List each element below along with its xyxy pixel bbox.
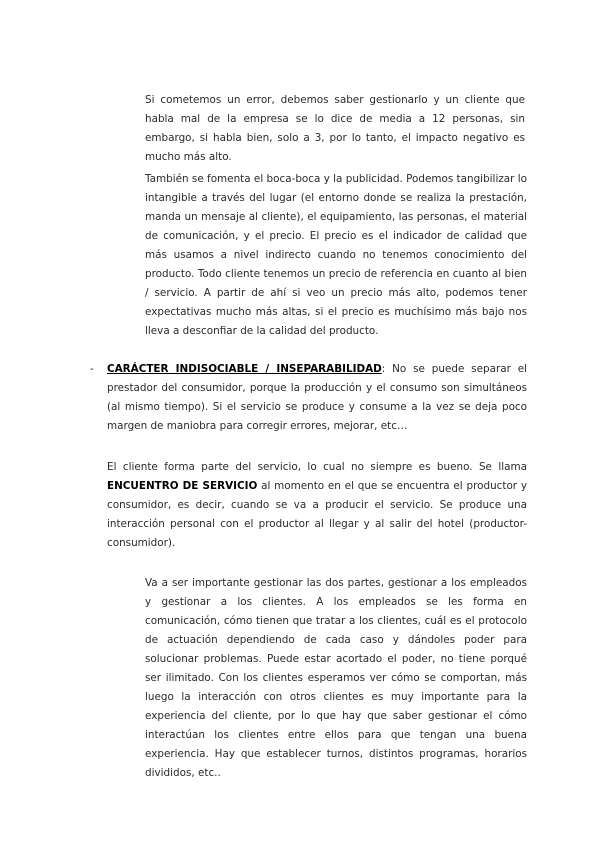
paragraph-service-encounter <box>107 458 527 553</box>
paragraph-inseparability <box>107 360 527 436</box>
inseparability-text: : No se puede separar el prestador del consumidor, porque la producción y el consumo son simultáneos (al mismo tiempo). Si el servicio se produce y consume a la vez se deja poco margen de maniobra para corregir errores, mejorar, etc… <box>107 363 527 432</box>
list-bullet: - <box>90 363 94 375</box>
service-encounter-intro: El cliente forma parte del servicio, lo cual no siempre es bueno. Se llama <box>107 461 527 473</box>
paragraph-manage-both-parts: Va a ser importante gestionar las dos partes, gestionar a los empleados y gestionar a los clientes. A los empleados se les forma en comunicación, cómo tienen que tratar a los clientes, cuál es el protocolo de actuación dependiendo de cada caso y dándoles poder para solucionar problemas. Puede estar acortado el poder, no tiene porqué ser ilimitado. Con los clientes esperamos ver cómo se comportan, más luego la interacción con otros clientes es muy importante para la experiencia del cliente, por lo que hay que saber gestionar el cómo interactúan los clientes entre ellos para que tengan una buena experiencia. Hay que establecer turnos, distintos programas, horarios divididos, etc.. <box>145 577 527 779</box>
paragraph-error-management: Si cometemos un error, debemos saber gestionarlo y un cliente que habla mal de la empresa se lo dice de media a 12 personas, sin embargo, si habla bien, solo a 3, por lo tanto, el impacto negativo es mucho más alto. <box>145 94 525 163</box>
service-encounter-term: ENCUENTRO DE SERVICIO <box>107 480 258 492</box>
service-encounter-text: al momento en el que se encuentra el productor y consumidor, es decir, cuando se va a producir el servicio. Se produce una interacción personal con el productor al llegar y al salir del hotel (productor-consumidor). <box>107 480 527 549</box>
heading-inseparability: CARÁCTER INDISOCIABLE / INSEPARABILIDAD <box>107 363 382 375</box>
paragraph-tangibilize: También se fomenta el boca-boca y la publicidad. Podemos tangibilizar lo intangible a través del lugar (el entorno donde se realiza la prestación, manda un mensaje al cliente), el equipamiento, las personas, el material de comunicación, y el precio. El precio es el indicador de calidad que más usamos a nivel indirecto cuando no tenemos conocimiento del producto. Todo cliente tenemos un precio de referencia en cuanto al bien / servicio. A partir de ahí si veo un precio más alto, podemos tener expectativas mucho más altas, si el precio es muchísimo más bajo nos lleva a desconfiar de la calidad del producto. <box>145 173 527 337</box>
